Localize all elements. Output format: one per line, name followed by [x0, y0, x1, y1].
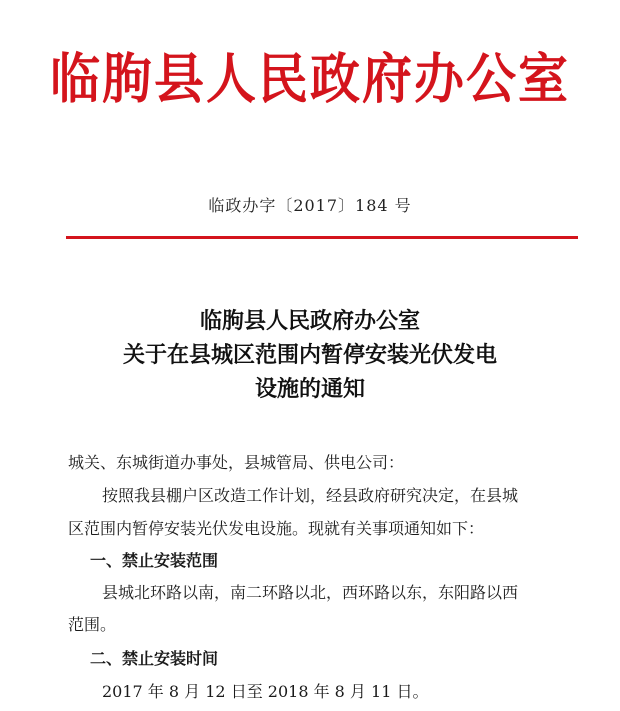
section-heading: 二、禁止安装时间	[90, 649, 219, 668]
intro-paragraph-line: 区范围内暂停安装光伏发电设施。现就有关事项通知如下：	[68, 519, 485, 538]
section-heading: 一、禁止安装范围	[90, 551, 219, 570]
section-paragraph-line: 范围。	[68, 615, 117, 634]
title-line: 临朐县人民政府办公室	[199, 308, 420, 334]
intro-paragraph-line: 按照我县棚户区改造工作计划，经县政府研究决定，在县城	[102, 486, 519, 505]
section-paragraph-line: 2017 年 8 月 12 日至 2018 年 8 月 11 日。	[102, 682, 429, 701]
section-paragraph-line: 县城北环路以南，南二环路以北，西环路以东，东阳路以西	[102, 583, 519, 602]
document-title	[0, 304, 620, 406]
title-line: 设施的通知	[254, 376, 365, 402]
recipients-line: 城关、东城街道办事处，县城管局、供电公司：	[68, 453, 405, 472]
title-line: 关于在县城区范围内暂停安装光伏发电	[122, 342, 497, 368]
issuer-masthead: 临朐县人民政府办公室	[50, 46, 570, 111]
document-number: 临政办字〔2017〕184 号	[208, 196, 412, 215]
red-divider-line	[66, 236, 578, 239]
